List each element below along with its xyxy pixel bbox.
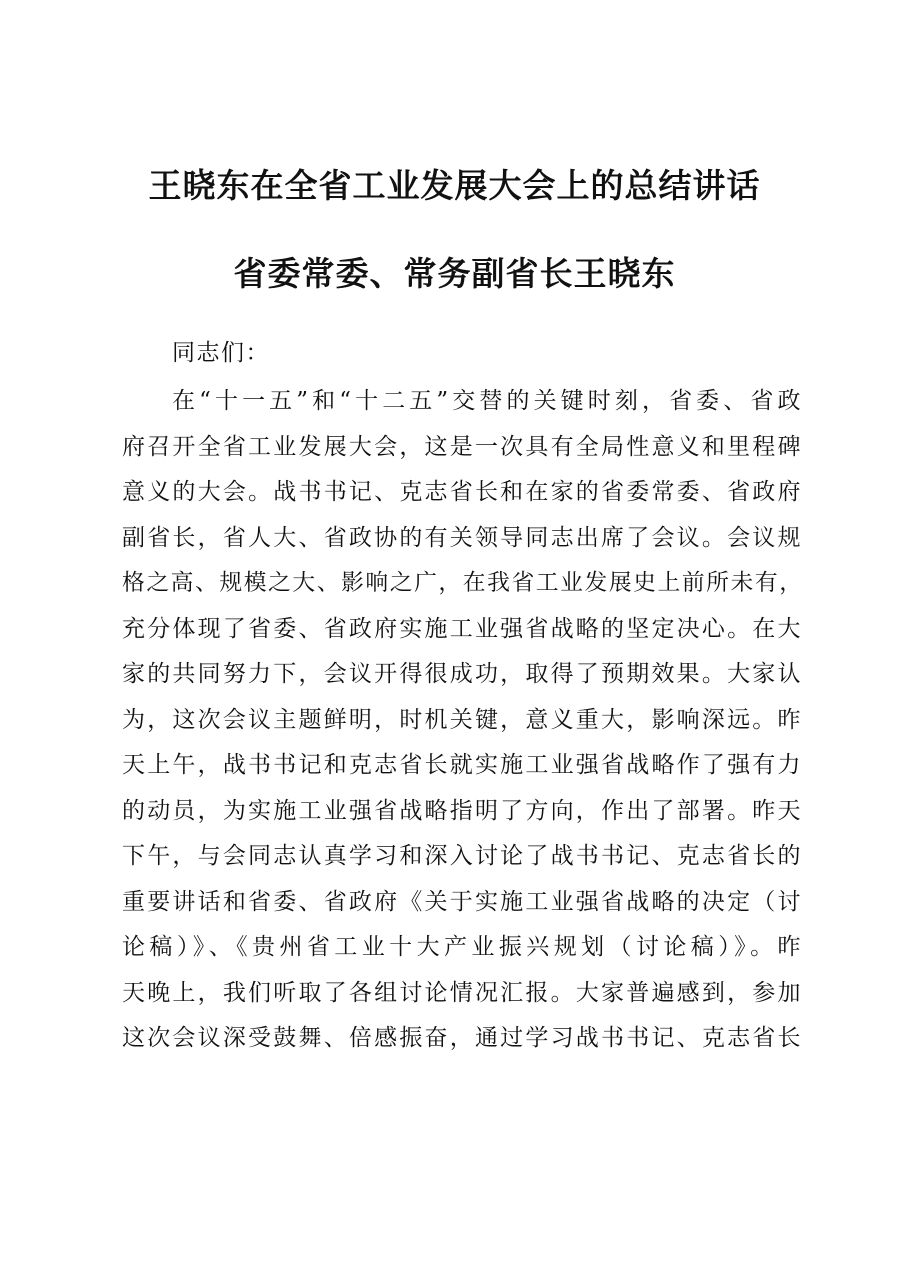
paragraph-line: 意义的大会。战书书记、克志省长和在家的省委常委、省政府 <box>122 479 802 505</box>
paragraph-line: 的动员，为实施工业强省战略指明了方向，作出了部署。昨天 <box>122 797 802 824</box>
document-subtitle: 省委常委、常务副省长王晓东 <box>233 254 676 293</box>
paragraph-line: 这次会议深受鼓舞、倍感振奋，通过学习战书书记、克志省长 <box>122 1025 802 1051</box>
paragraph-line: 家的共同努力下，会议开得很成功，取得了预期效果。大家认 <box>122 661 802 687</box>
paragraph-line: 副省长，省人大、省政协的有关领导同志出席了会议。会议规 <box>122 524 802 551</box>
paragraph-line: 天晚上，我们听取了各组讨论情况汇报。大家普遍感到，参加 <box>122 979 802 1006</box>
paragraph-line: 充分体现了省委、省政府实施工业强省战略的坚定决心。在大 <box>122 615 802 642</box>
paragraph-line: 在“十一五”和“十二五”交替的关键时刻，省委、省政 <box>172 388 802 414</box>
body-paragraph <box>122 379 802 1062</box>
paragraph-line: 重要讲话和省委、省政府《关于实施工业强省战略的决定（讨 <box>122 888 802 915</box>
paragraph-line: 下午，与会同志认真学习和深入讨论了战书书记、克志省长的 <box>122 843 802 869</box>
paragraph-line: 论稿）》、《贵州省工业十大产业振兴规划（讨论稿）》。昨 <box>122 934 802 960</box>
paragraph-line: 天上午，战书书记和克志省长就实施工业强省战略作了强有力 <box>122 752 802 778</box>
paragraph-line: 府召开全省工业发展大会，这是一次具有全局性意义和里程碑 <box>122 433 802 460</box>
salutation: 同志们： <box>172 340 270 366</box>
document-title: 王晓东在全省工业发展大会上的总结讲话 <box>148 166 761 205</box>
paragraph-line: 为，这次会议主题鲜明，时机关键，意义重大，影响深远。昨 <box>122 706 802 733</box>
paragraph-line: 格之高、规模之大、影响之广，在我省工业发展史上前所未有， <box>122 570 802 596</box>
